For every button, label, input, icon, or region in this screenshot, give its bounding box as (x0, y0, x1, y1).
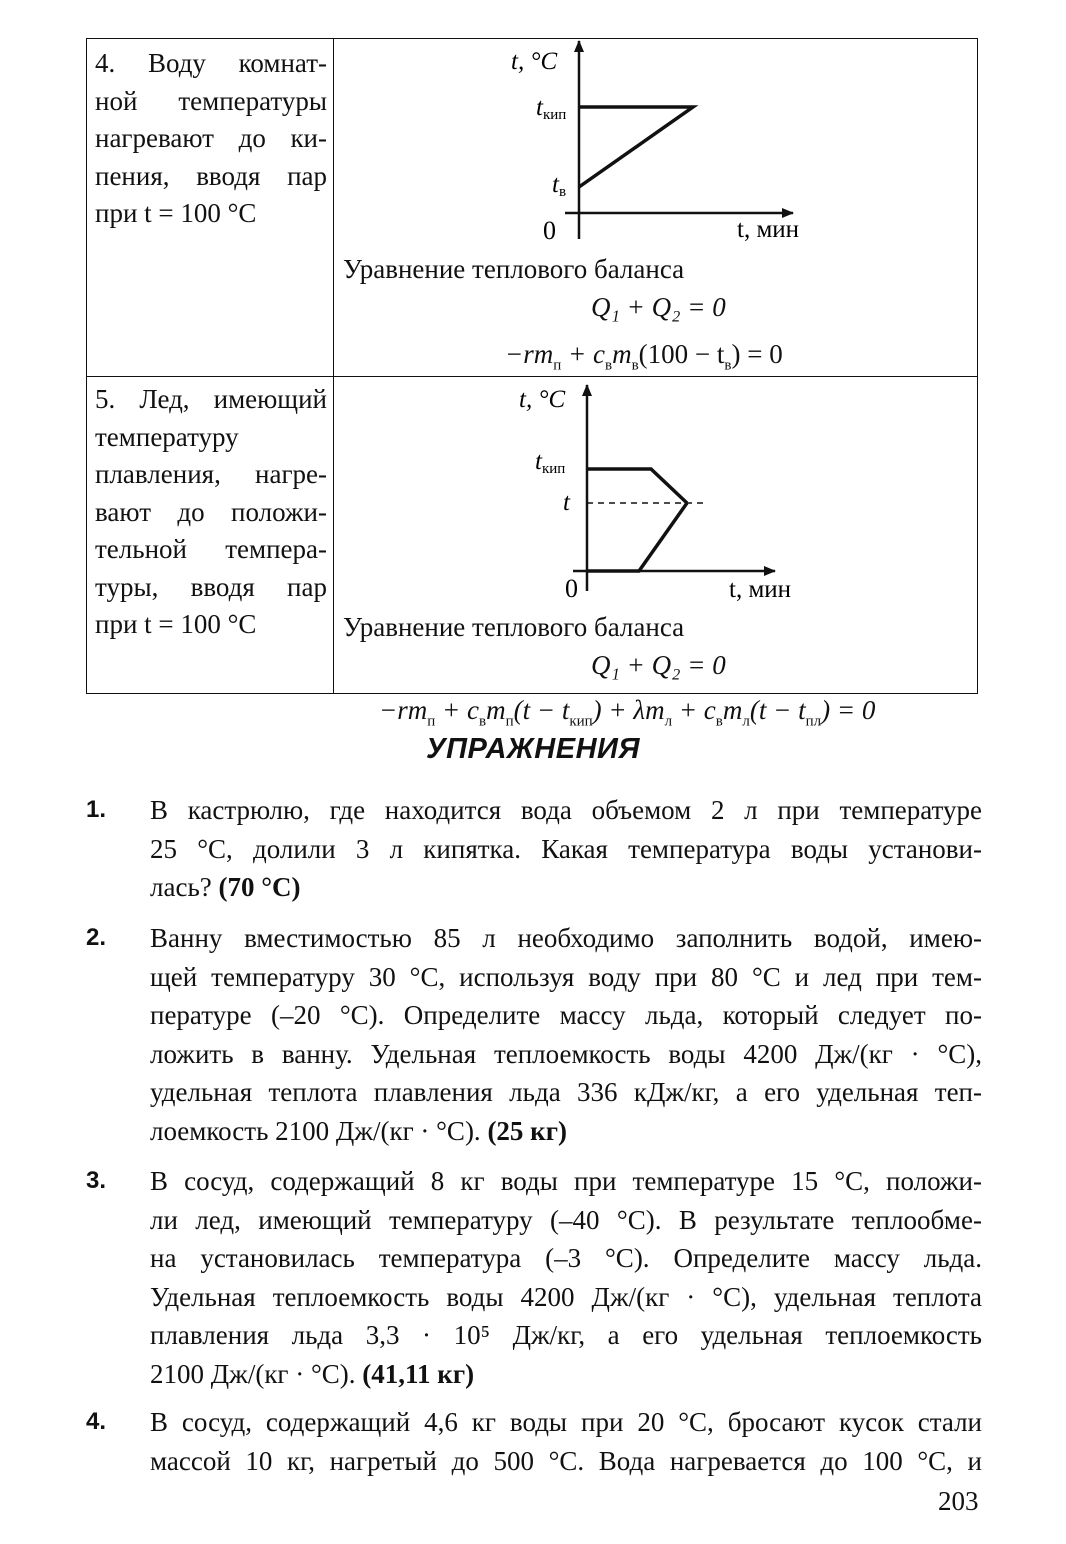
balance-caption: Уравнение теплового баланса (343, 254, 685, 284)
desc-line: тельной темпера- (95, 534, 327, 564)
heat-balance-table (86, 38, 978, 730)
tick-t-boil: tкип (536, 94, 567, 123)
y-axis-label: t, °C (511, 48, 558, 75)
exercise-answer: (70 °C) (218, 872, 301, 902)
equation-balance: $-rm_п + c_вm_в(100 - t_в) = 0$ (505, 339, 783, 374)
desc-line: ной температуры (95, 85, 327, 116)
steam-curve (587, 469, 687, 503)
page-number: 203 (938, 1486, 979, 1516)
origin-label: 0 (565, 574, 578, 603)
tick-t: t (563, 489, 570, 516)
graph-heating-ice (87, 377, 977, 695)
x-axis-label: t, мин (729, 576, 792, 603)
origin-label: 0 (543, 216, 556, 245)
exercise-text: Ванну вместимостью 85 л необходимо заполнить водой, имею- щей температуру 30 °C, используя воду при 80 °C и лед при тем- пературе (–20 °C). Определите массу льда, который следует по- ложить в ванну. Удельная теплоемкость воды 4200 Дж/(кг · °C), удельная теплота плавления льда 336 кДж/кг, а его удельная теп- лоемкость 2100 Дж/(кг · °C). (25 кг) (150, 923, 982, 1146)
desc-line: температуру (95, 421, 239, 452)
tick-t-water: tв (552, 171, 567, 200)
exercise-number: 3. (86, 1167, 107, 1194)
y-axis-label: t, °C (519, 386, 566, 413)
exercise-text: В сосуд, содержащий 4,6 кг воды при 20 °C, бросают кусок стали массой 10 кг, нагретый до 500 °C. Вода нагревается до 100 °C, и (150, 1407, 982, 1476)
desc-line: нагревают до ки- (95, 123, 327, 153)
desc-line: 4. Воду комнат- (95, 48, 327, 78)
x-axis-label: t, мин (737, 216, 800, 243)
table-row (87, 377, 977, 730)
table-row (87, 39, 977, 377)
balance-caption: Уравнение теплового баланса (343, 612, 685, 642)
tick-t-boil: tкип (535, 448, 566, 477)
desc-line: вают до положи- (95, 496, 327, 527)
exercise-answer: (25 кг) (487, 1115, 567, 1146)
exercise-text: В кастрюлю, где находится вода объемом 2 л при температуре 25 °C, долили 3 л кипятка. Какая температура воды установи- лась? (70 °C) (150, 795, 982, 902)
graph-heating-water (87, 39, 977, 377)
exercise-number: 4. (86, 1408, 107, 1435)
desc-line: при t = 100 °C (95, 609, 257, 639)
equation-balance: $-rm_п + c_вm_п(t - t_{кип}) + \lambda m_л + c_вm_л(t - t_{пл}) = 0$ (379, 695, 876, 730)
desc-line: 5. Лед, имеющий (95, 384, 327, 414)
desc-line: плавления, нагре- (95, 459, 327, 489)
equation-sum: Q₁ + Q₂ = 0 (591, 292, 726, 322)
section-heading: УПРАЖНЕНИЯ (425, 733, 641, 765)
exercise-number: 2. (86, 924, 107, 951)
exercise-number: 1. (86, 796, 107, 823)
temperature-curve (579, 107, 693, 187)
desc-line: при t = 100 °C (95, 198, 257, 228)
exercise-answer: (41,11 кг) (362, 1358, 475, 1389)
ice-curve (587, 503, 687, 571)
desc-line: туры, вводя пар (95, 571, 327, 602)
equation-sum: Q₁ + Q₂ = 0 (591, 650, 726, 680)
exercise-text: В сосуд, содержащий 8 кг воды при температуре 15 °C, положи- ли лед, имеющий температуру (–40 °C). В результате теплообме- на установилась температура (–3 °C). Определите массу льда. Удельная теплоемкость воды 4200 Дж/(кг · °C), удельная теплота плавления льда 3,3 · 10⁵ Дж/кг, а его удельная теплоемкость 2100 Дж/(кг · °C). (41,11 кг) (150, 1166, 982, 1389)
desc-line: пения, вводя пар (95, 160, 327, 191)
